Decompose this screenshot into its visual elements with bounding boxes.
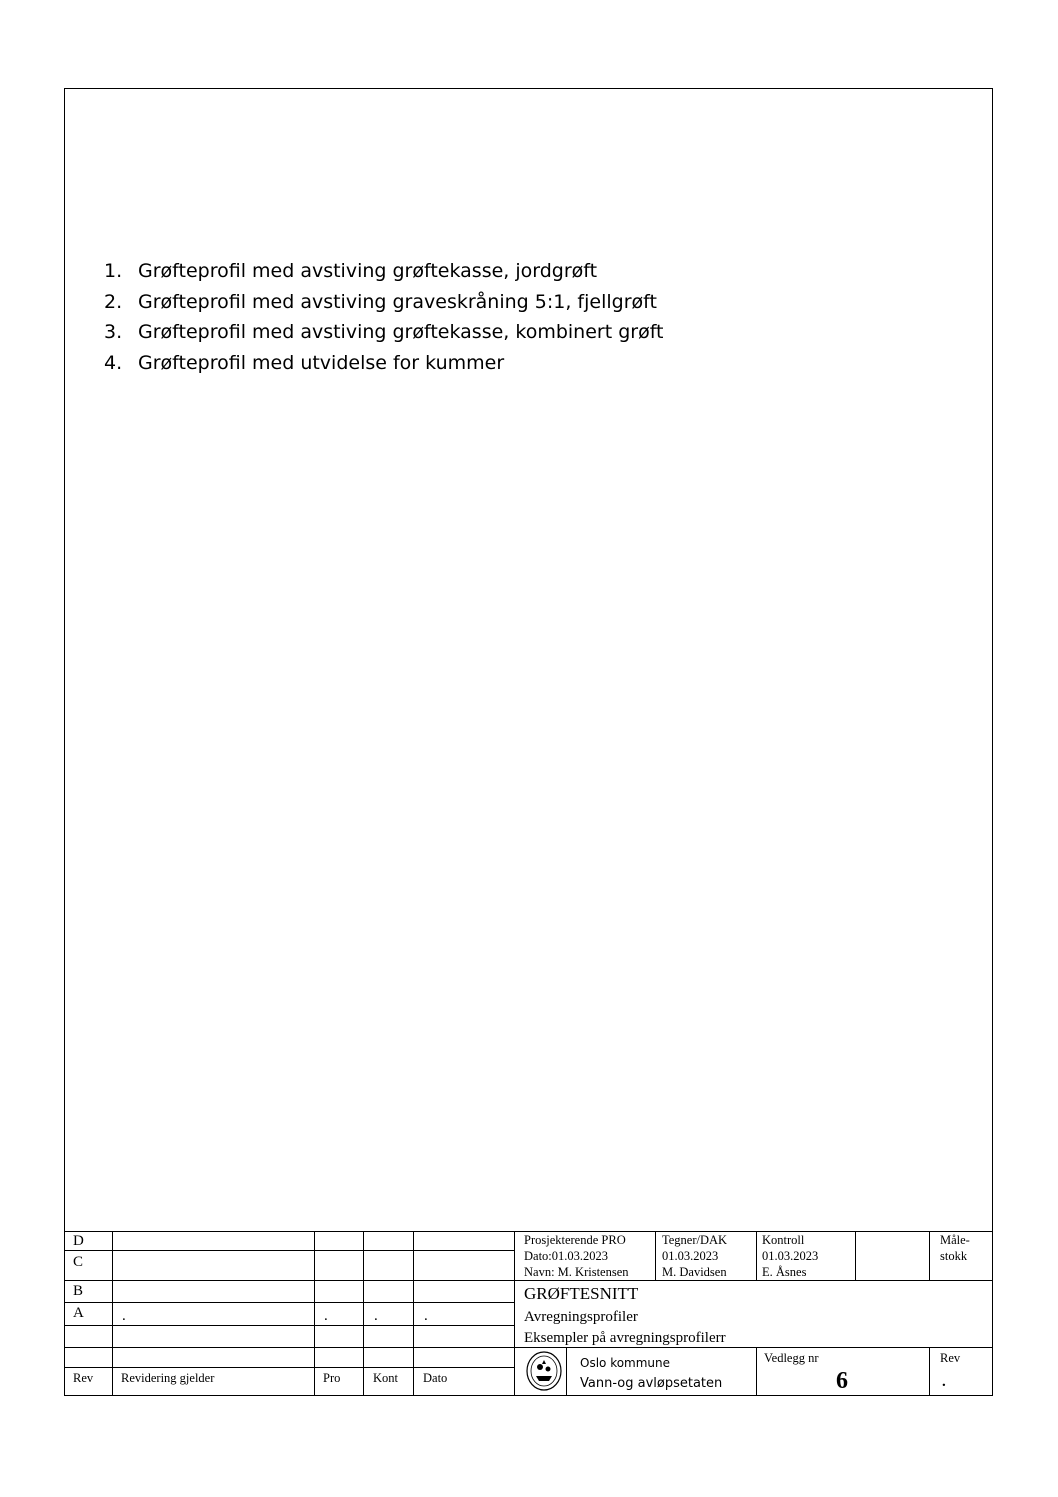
info-col-line [855,1231,856,1280]
list-item: 3. Grøfteprofil med avstiving grøftekasse, kombinert grøft [104,321,664,343]
info-line [514,1347,993,1348]
drawing-description: Eksempler på avregningsprofilerr [524,1330,726,1346]
info-line [514,1280,993,1281]
rev-line [64,1325,514,1326]
list-item: 1. Grøfteprofil med avstiving grøftekasse, jordgrøft [104,260,598,282]
rev-col-line [413,1231,414,1396]
info-col-line [566,1347,567,1396]
rev-row-label: D [73,1233,84,1249]
rev-line [64,1302,514,1303]
vedlegg-number: 6 [836,1368,848,1394]
rev-line [64,1367,514,1368]
prosj-dato: Dato:01.03.2023 [524,1249,609,1263]
rev-row-label: B [73,1283,84,1299]
rev-value: . [942,1374,946,1390]
rev-header-kont: Kont [373,1371,398,1385]
info-col-line [756,1347,757,1396]
info-col-line [756,1231,757,1280]
rev-a-pro: . [324,1308,328,1324]
info-col-line [929,1347,930,1396]
rev-header-pro: Pro [323,1371,341,1385]
vedlegg-label: Vedlegg nr [764,1351,819,1365]
rev-line [64,1280,514,1281]
kontroll-dato: 01.03.2023 [762,1249,819,1263]
rev-a-kont: . [374,1308,378,1324]
rev-row-label: C [73,1254,84,1270]
org-name: Oslo kommune [580,1356,671,1370]
tegner-label: Tegner/DAK [662,1233,728,1247]
tegner-navn: M. Davidsen [662,1265,727,1279]
rev-col-line [363,1231,364,1396]
list-item: 2. Grøfteprofil med avstiving graveskråning 5:1, fjellgrøft [104,290,657,313]
tb-top-line [64,1231,993,1232]
oslo-seal-icon [525,1350,563,1392]
drawing-title: GRØFTESNITT [524,1284,639,1303]
info-col-line [929,1231,930,1280]
profile-list [104,256,664,378]
list-item: 4. Grøfteprofil med utvidelse for kummer [104,351,505,374]
title-block [64,1231,993,1396]
kontroll-navn: E. Åsnes [762,1265,807,1279]
rev-line [64,1250,514,1251]
drawing-subtitle: Avregningsprofiler [524,1309,638,1325]
rev-a-dato: . [424,1308,428,1324]
kontroll-label: Kontroll [762,1233,805,1247]
rev-divider [514,1231,515,1396]
rev-header-rev: Rev [73,1371,94,1385]
rev-header-desc: Revidering gjelder [121,1371,215,1385]
rev-col-line [112,1231,113,1396]
rev-header-dato: Dato [423,1371,448,1385]
rev-label: Rev [940,1351,961,1365]
malestokk-label: Måle- [940,1233,970,1247]
rev-a-desc: . [122,1308,126,1324]
rev-col-line [314,1231,315,1396]
rev-row-label: A [73,1305,84,1321]
rev-line [64,1347,514,1348]
prosj-label: Prosjekterende PRO [524,1233,626,1247]
agency-name: Vann-og avløpsetaten [580,1376,723,1391]
info-col-line [655,1231,656,1280]
prosj-navn: Navn: M. Kristensen [524,1265,629,1279]
malestokk-label-2: stokk [940,1249,968,1263]
tegner-dato: 01.03.2023 [662,1249,719,1263]
